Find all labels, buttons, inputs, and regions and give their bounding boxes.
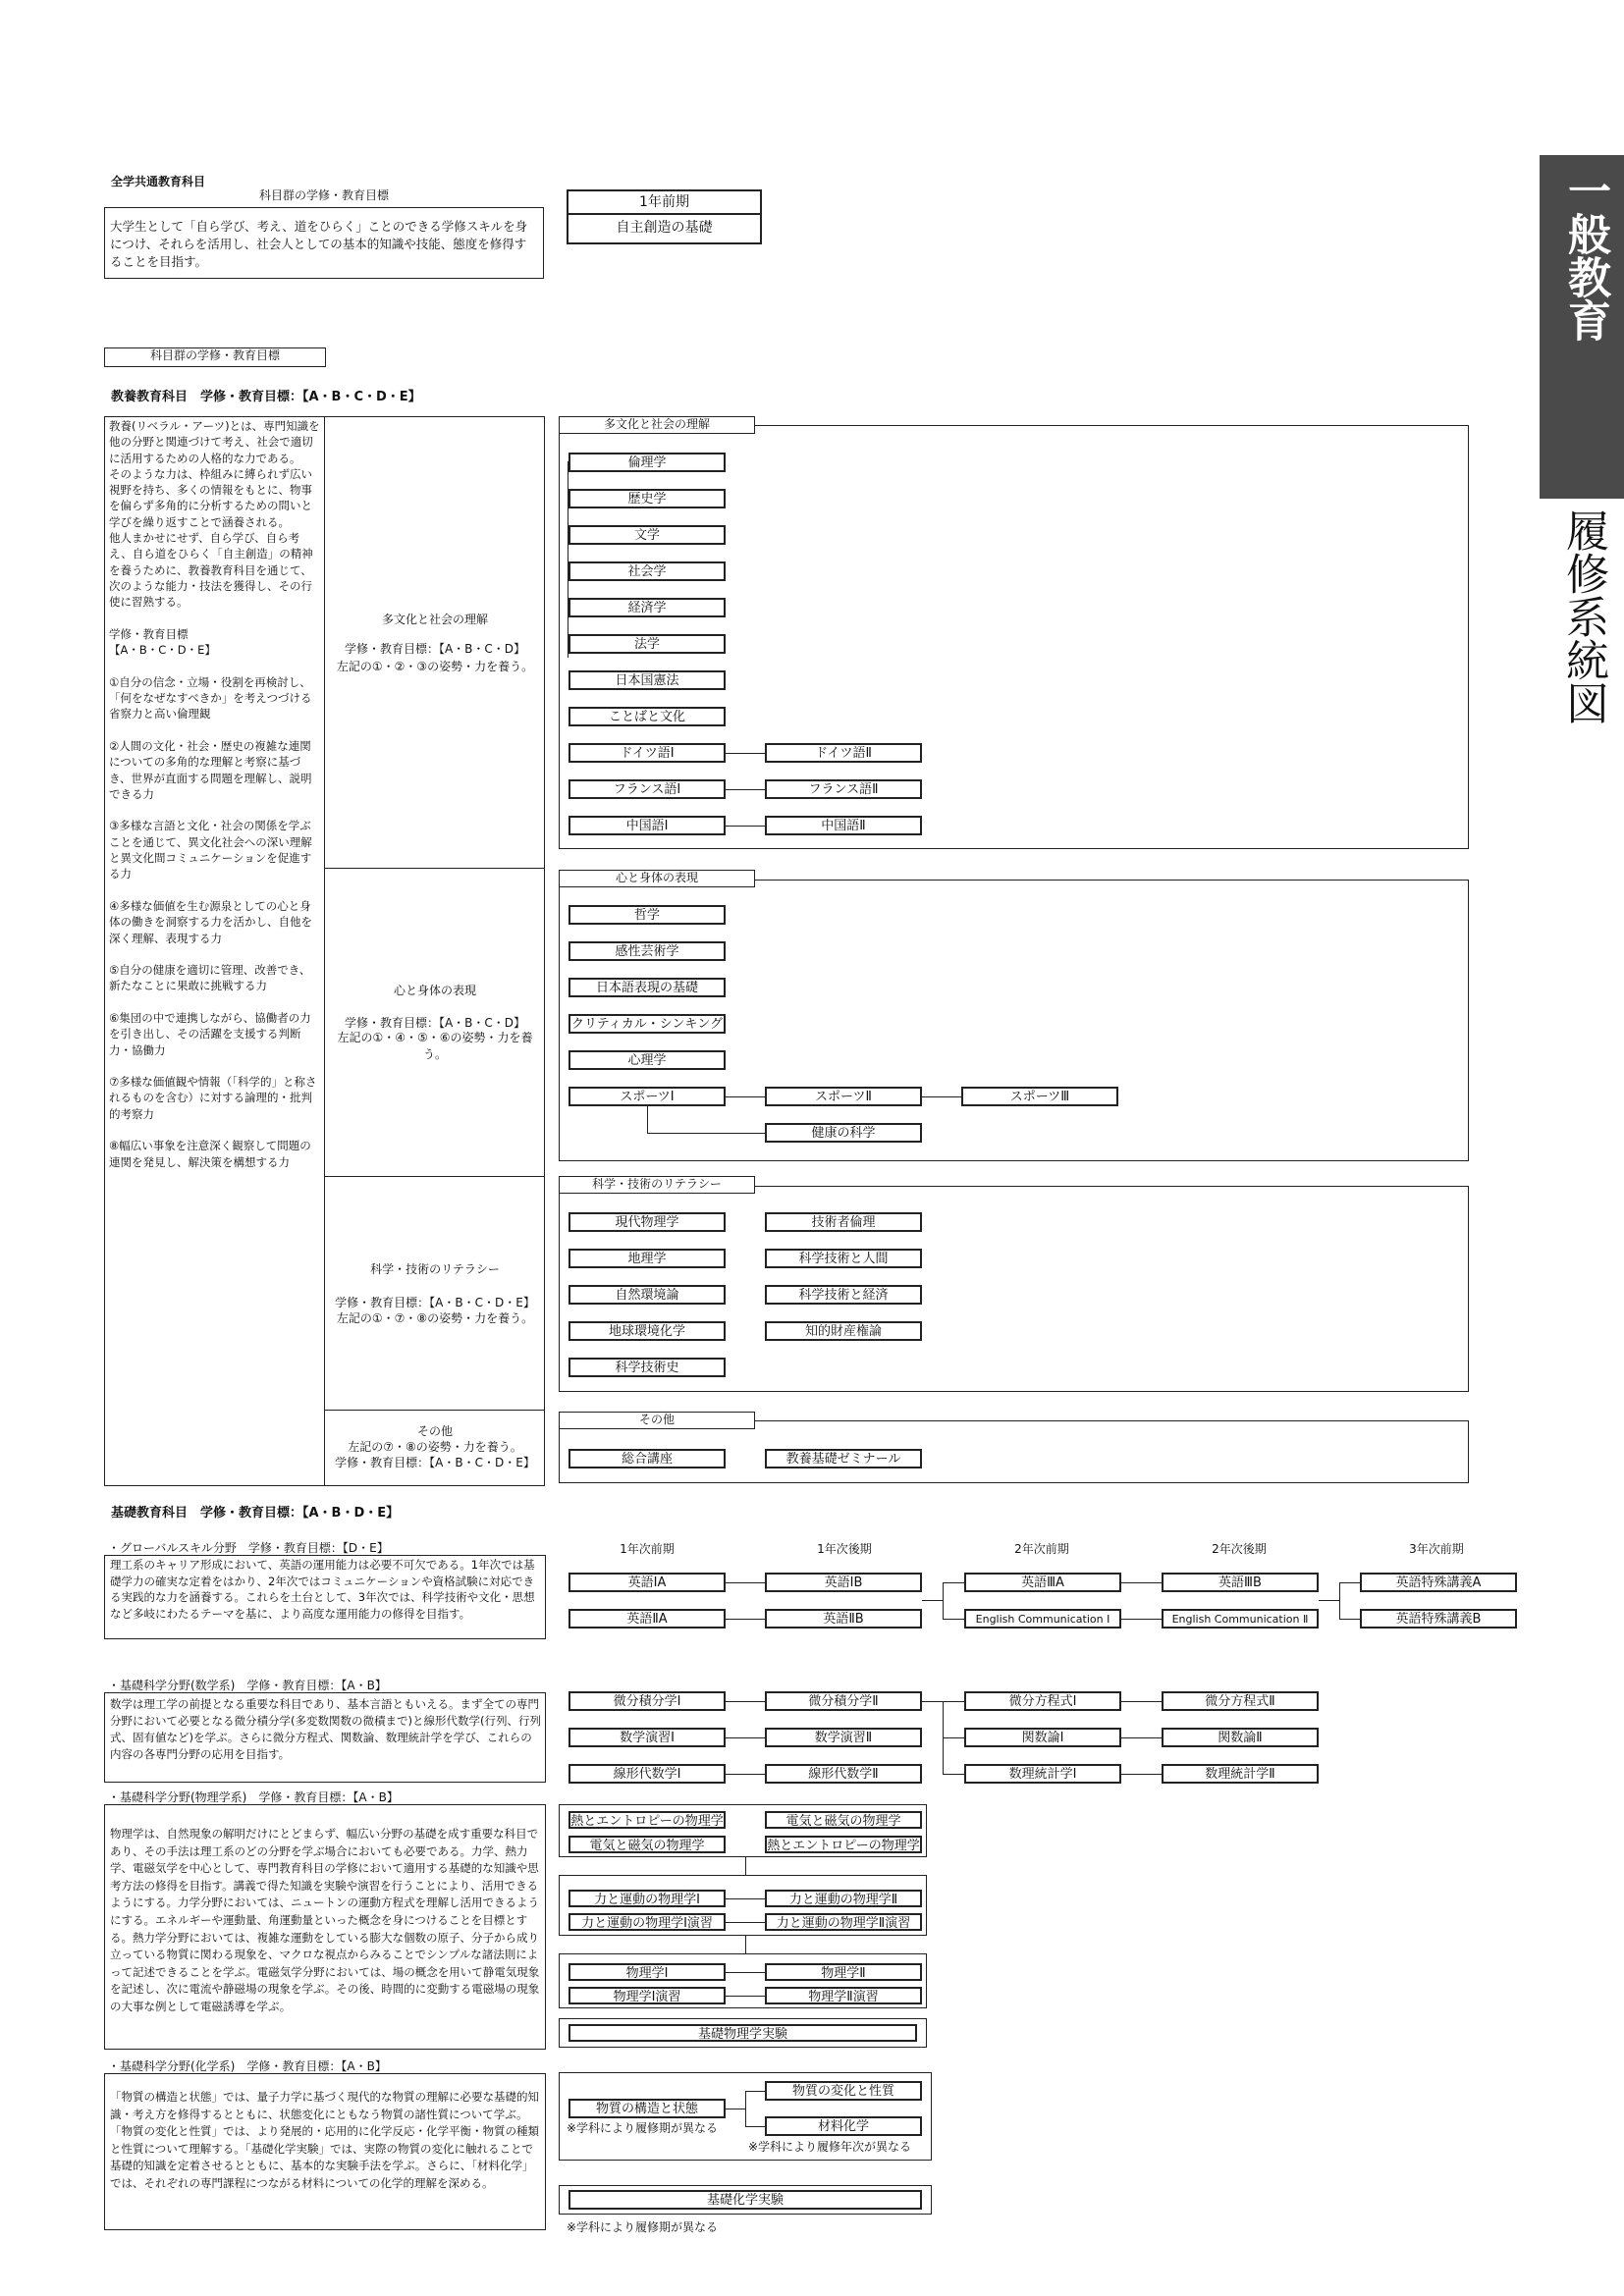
math-course: 線形代数学Ⅰ <box>568 1764 726 1784</box>
course-item: 倫理学 <box>568 453 726 472</box>
chem-left-course: 物質の構造と状態 <box>568 2099 726 2118</box>
english-course: 英語ⅠA <box>568 1573 726 1592</box>
health-course: 健康の科学 <box>765 1123 922 1143</box>
language-course: フランス語Ⅱ <box>765 779 922 799</box>
term-label: 1年次後期 <box>817 1542 872 1556</box>
physics-text: 物理学は、自然現象の解明だけにとどまらず、幅広い分野の基礎を成す重要な科目であり、その手法は理工系のどの分野を学ぶ場合においても必要である。力学、熱力学、電磁気学を中心として、専門教育科目の学修において適用する基礎的な知識や思考方法の修得を目指す。講義で得た知識を実験や演習を行うことにより、活用できるようにする。力学分野においては、ニュートンの運動方程式を理解し活用できるようにする。エネルギーや運動量、角運動量といった概念を身につけることを目標とする。熱力学分野においては、複雑な運動をしている膨大な個数の原子、分子から成り立っている物質に関わる現象を、マクロな視点からみることでシンプルな諸法則によって記述できることを学ぶ。電磁気学分野においては、場の概念を用いて静電気現象を記述し、次に電流や静磁場の現象を学ぶ。その後、時間的に変動する電磁場の現象の大事な例として電磁誘導を学ぶ。 <box>110 1827 540 2013</box>
course-item: ことばと文化 <box>568 707 726 726</box>
english-course: 英語特殊講義B <box>1360 1609 1517 1629</box>
english-course: English Communication Ⅱ <box>1162 1609 1319 1629</box>
group2-box-title: 心と身体の表現 <box>559 870 755 887</box>
science-course: 自然環境論 <box>568 1285 726 1305</box>
group1-name: 多文化と社会の理解 <box>381 613 488 626</box>
chem-text: 「物質の構造と状態」では、量子力学に基づく現代的な物質の理解に必要な基礎的知識・考え方を修得するとともに、状態変化にともなう物質の諸性質について学ぶ。「物質の変化と性質」では、より発展的・応用的に化学反応・化学平衡・物質の種類と性質について理解する。「基礎化学実験」では、実際の物質の変化に触れることで基礎的知識を定着させるとともに、基本的な実験手法を学ぶ。さらに、「材料化学」では、それぞれの専門課程につながる材料についての化学的理解を深める。 <box>110 2090 539 2190</box>
global-text: 理工系のキャリア形成において、英語の運用能力は必要不可欠である。1年次では基礎学力の確実な定着をはかり、2年次ではコミュニケーションや資格試験に対応できる実践的な力を涵養する。これらを土台として、3年次では、科学技術や文化・思想など多岐にわたるテーマを基に、より高度な運用能力の修得を目指す。 <box>110 1558 535 1621</box>
physics-title: ・基礎科学分野(物理学系) 学修・教育目標：【A・B】 <box>108 1790 399 1804</box>
course-item: 社会学 <box>568 561 726 581</box>
group2-name: 心と身体の表現 <box>393 984 476 997</box>
top-goal-title: 科目群の学修・教育目標 <box>104 188 544 208</box>
term-1st: 1年前期 <box>567 189 762 215</box>
chem-note2: ※学科により履修年次が異なる <box>748 2140 912 2154</box>
math-course: 微分積分学Ⅰ <box>568 1691 726 1711</box>
science-course: 科学技術史 <box>568 1358 726 1377</box>
language-course: 中国語Ⅰ <box>568 816 726 835</box>
course-item: 日本国憲法 <box>568 670 726 690</box>
physics-course: 物理学Ⅱ演習 <box>765 1987 922 2004</box>
group4-box-title: その他 <box>559 1412 755 1429</box>
course-sougou: 総合講座 <box>568 1449 726 1468</box>
math-course: 関数論Ⅰ <box>964 1728 1121 1747</box>
group3-desc: 左記の①・⑦・⑧の姿勢・力を養う。 <box>336 1311 534 1325</box>
side-tab-title: 履修系統図 <box>1558 508 1608 724</box>
group2-goal: 学修・教育目標：【A・B・C・D】 <box>344 1016 526 1030</box>
course-jishu: 自主創造の基礎 <box>567 215 762 244</box>
language-course: ドイツ語Ⅰ <box>568 743 726 763</box>
chem-note3: ※学科により履修期が異なる <box>567 2220 719 2234</box>
science-course: 地球環境化学 <box>568 1321 726 1341</box>
math-course: 微分積分学Ⅱ <box>765 1691 922 1711</box>
chem-right2: 材料化学 <box>765 2116 922 2136</box>
group4-name: その他 <box>416 1424 453 1438</box>
science-course: 現代物理学 <box>568 1212 726 1232</box>
top-goal-text: 大学生として「自ら学び、考え、道をひらく」ことのできる学修スキルを身につけ、それらを活用し、社会人としての基本的知識や技能、態度を修得することを目指す。 <box>110 219 528 269</box>
physics-course: 力と運動の物理学Ⅱ <box>765 1890 922 1907</box>
group1-box-title: 多文化と社会の理解 <box>559 416 755 434</box>
language-course: 中国語Ⅱ <box>765 816 922 835</box>
english-course: 英語ⅢB <box>1162 1573 1319 1592</box>
physics-course: 電気と磁気の物理学 <box>568 1836 726 1853</box>
physics-lab: 基礎物理学実験 <box>568 2024 917 2042</box>
group3-name: 科学・技術のリテラシー <box>370 1262 500 1276</box>
course-item: クリティカル・シンキング <box>568 1014 726 1034</box>
chem-title: ・基礎科学分野(化学系) 学修・教育目標：【A・B】 <box>108 2059 387 2073</box>
course-item: 法学 <box>568 634 726 654</box>
english-course: English Communication Ⅰ <box>964 1609 1121 1629</box>
liberal-header: 教養教育科目 学修・教育目標：【A・B・C・D・E】 <box>111 390 421 404</box>
math-course: 関数論Ⅱ <box>1162 1728 1319 1747</box>
liberal-label-box: 科目群の学修・教育目標 <box>104 347 326 367</box>
sports-course: スポーツⅡ <box>765 1087 922 1106</box>
science-course: 地理学 <box>568 1249 726 1268</box>
course-item: 日本語表現の基礎 <box>568 978 726 997</box>
course-item: 心理学 <box>568 1050 726 1070</box>
math-course: 数理統計学Ⅱ <box>1162 1764 1319 1784</box>
math-course: 微分方程式Ⅱ <box>1162 1691 1319 1711</box>
physics-course: 力と運動の物理学Ⅰ <box>568 1890 726 1907</box>
basic-header: 基礎教育科目 学修・教育目標：【A・B・D・E】 <box>111 1506 400 1521</box>
math-title: ・基礎科学分野(数学系) 学修・教育目標：【A・B】 <box>108 1679 387 1692</box>
physics-course: 電気と磁気の物理学 <box>765 1811 922 1829</box>
chem-lab: 基礎化学実験 <box>568 2190 922 2210</box>
science-course: 技術者倫理 <box>765 1212 922 1232</box>
science-course: 科学技術と人間 <box>765 1249 922 1268</box>
course-item: 感性芸術学 <box>568 941 726 961</box>
top-header: 全学共通教育科目 <box>111 175 206 188</box>
english-course: 英語ⅢA <box>964 1573 1121 1592</box>
english-course: 英語ⅠB <box>765 1573 922 1592</box>
term-label: 2年次後期 <box>1212 1542 1267 1556</box>
chem-right1: 物質の変化と性質 <box>765 2081 922 2101</box>
english-course: 英語ⅡB <box>765 1609 922 1629</box>
english-course: 英語ⅡA <box>568 1609 726 1629</box>
chem-note1: ※学科により履修期が異なる <box>567 2121 719 2135</box>
course-kyouyou-seminar: 教養基礎ゼミナール <box>765 1449 922 1468</box>
english-course: 英語特殊講義A <box>1360 1573 1517 1592</box>
global-title: ・グローバルスキル分野 学修・教育目標：【D・E】 <box>108 1541 389 1555</box>
math-course: 数学演習Ⅰ <box>568 1728 726 1747</box>
language-course: フランス語Ⅰ <box>568 779 726 799</box>
course-item: 哲学 <box>568 905 726 925</box>
liberal-left-text: 教養(リベラル・アーツ)とは、専門知識を他の分野と関連づけて考え、社会で適切に活用するための人格的な力である。 そのような力は、枠組みに縛られず広い視野を持ち、多くの情報をもとに、物事を偏らず多角的に分析するための問いと学びを繰り返すことで涵養される。 他人まかせにせず、自ら学び、自ら考え、自ら道をひらく「自主創造」の精神を養うために、教養教育科目を通じて、次のような能力・技法を獲得し、その行使に習熟する。 学修・教育目標 【A・B・C・D・E】 ①自分の信念・立場・役割を再検討し、「何をなぜなすべきか」を考えつづける省察力と高い倫理観 ②人間の文化・社会・歴史の複雑な連関についての多角的な理解と考察に基づき、世界が直面する問題を理解し、説明できる力 ③多様な言語と文化・社会の関係を学ぶことを通じて、異文化社会への深い理解と異文化間コミュニケーションを促進する力 ④多様な価値を生む源泉としての心と身体の働きを洞察する力を活かし、自他を深く理解、表現する力 ⑤自分の健康を適切に管理、改善でき、新たなことに果敢に挑戦する力 ⑥集団の中で連携しながら、協働者の力を引き出し、その活躍を支援する判断力・協働力 ⑦多様な価値観や情報（「科学的」と称されるものを含む）に対する論理的・批判的考察力 ⑧幅広い事象を注意深く観察して問題の連関を発見し、解決策を構想する力 <box>109 419 320 1169</box>
physics-course: 物理学Ⅱ <box>765 1963 922 1981</box>
group1-desc: 左記の①・②・③の姿勢・力を養う。 <box>336 660 534 673</box>
math-text: 数学は理工学の前提となる重要な科目であり、基本言語ともいえる。まず全ての専門分野において必要となる微分積分学(多変数関数の微積まで)と線形代数学(行列、行列式、固有値など)を学ぶ。さらに微分方程式、関数論、数理統計学を学び、これらの内容の各専門分野の応用を目指す。 <box>110 1697 541 1761</box>
group4-goal: 学修・教育目標：【A・B・C・D・E】 <box>335 1456 535 1469</box>
physics-course: 力と運動の物理学Ⅰ演習 <box>568 1913 726 1931</box>
sports-course: スポーツⅢ <box>961 1087 1118 1106</box>
physics-course: 物理学Ⅰ <box>568 1963 726 1981</box>
math-course: 数理統計学Ⅰ <box>964 1764 1121 1784</box>
science-course: 知的財産権論 <box>765 1321 922 1341</box>
group3-goal: 学修・教育目標：【A・B・C・D・E】 <box>335 1296 535 1309</box>
math-course: 線形代数学Ⅱ <box>765 1764 922 1784</box>
science-course: 科学技術と経済 <box>765 1285 922 1305</box>
physics-course: 熱とエントロピーの物理学 <box>765 1836 922 1853</box>
math-course: 微分方程式Ⅰ <box>964 1691 1121 1711</box>
math-course: 数学演習Ⅱ <box>765 1728 922 1747</box>
term-label: 1年次前期 <box>620 1542 675 1556</box>
group3-box-title: 科学・技術のリテラシー <box>559 1176 755 1194</box>
physics-course: 力と運動の物理学Ⅱ演習 <box>765 1913 922 1931</box>
sports-course: スポーツⅠ <box>568 1087 726 1106</box>
physics-course: 物理学Ⅰ演習 <box>568 1987 726 2004</box>
language-course: ドイツ語Ⅱ <box>765 743 922 763</box>
term-label: 2年次前期 <box>1014 1542 1069 1556</box>
side-tab-section: 一般教育 <box>1560 169 1610 342</box>
group2-desc: 左記の①・④・⑤・⑥の姿勢・力を養う。 <box>337 1031 533 1061</box>
group1-goal: 学修・教育目標：【A・B・C・D】 <box>344 642 526 656</box>
physics-course: 熱とエントロピーの物理学 <box>568 1811 726 1829</box>
course-item: 歴史学 <box>568 489 726 508</box>
course-item: 経済学 <box>568 598 726 617</box>
course-item: 文学 <box>568 525 726 545</box>
group4-desc: 左記の⑦・⑧の姿勢・力を養う。 <box>348 1440 522 1454</box>
term-label: 3年次前期 <box>1409 1542 1464 1556</box>
